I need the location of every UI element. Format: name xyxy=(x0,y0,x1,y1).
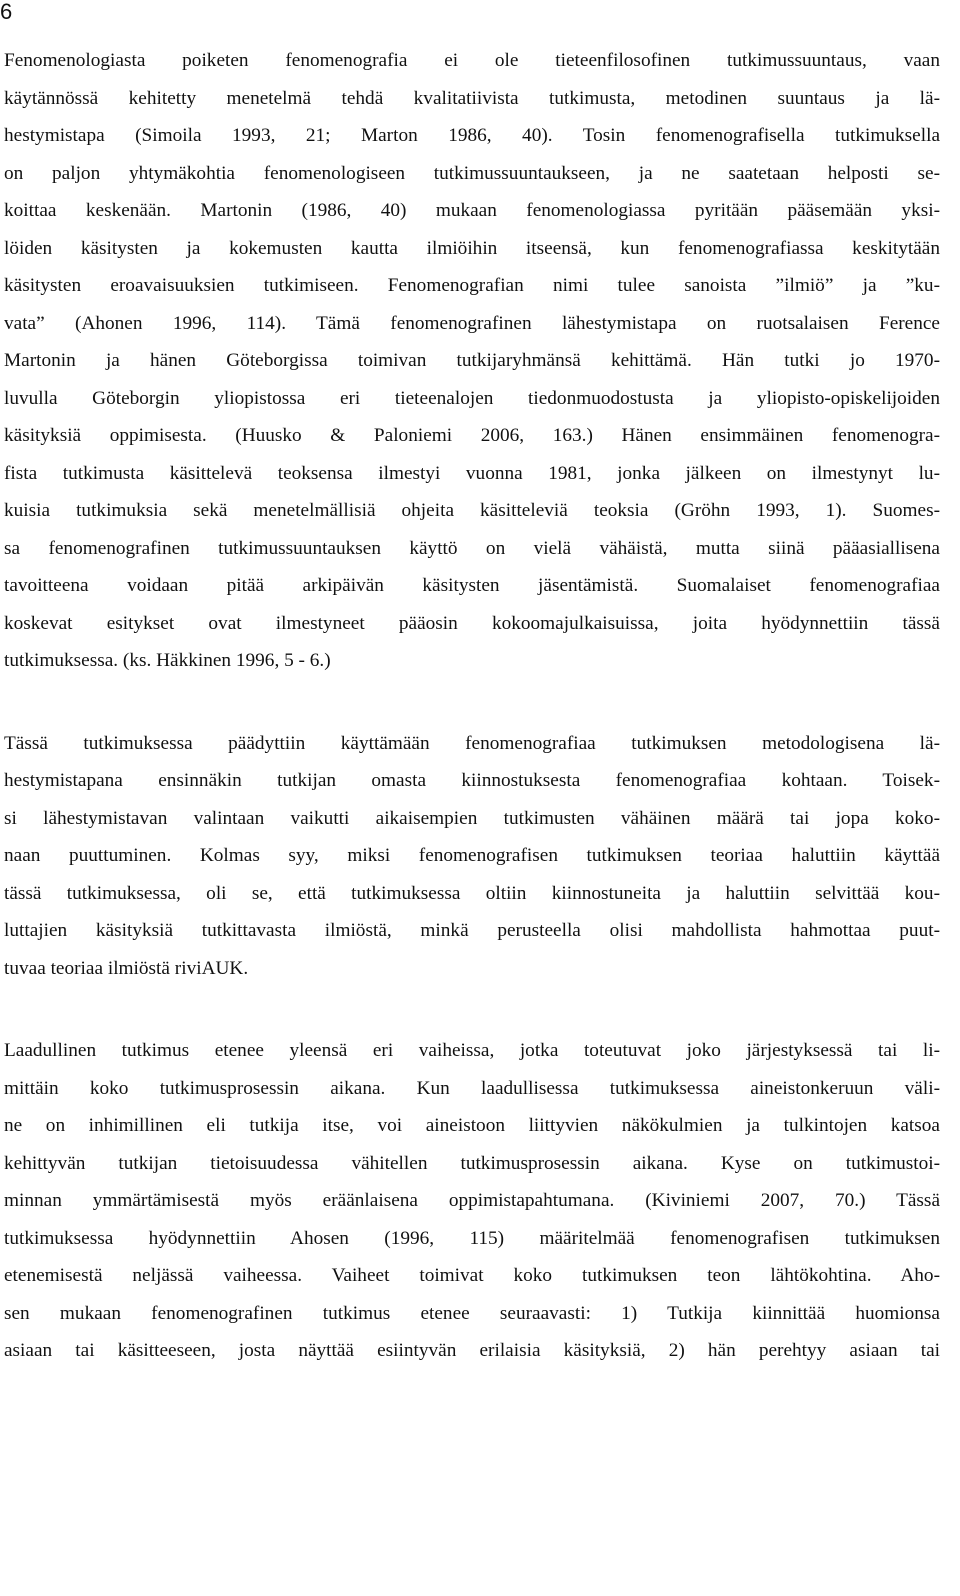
text-line: ne on inhimillinen eli tutkija itse, voi aineistoon liittyvien näkökulmien ja tulkintojen katsoa xyxy=(4,1115,940,1136)
page-number: 6 xyxy=(0,0,13,24)
text-line: tutkimuksessa. (ks. Häkkinen 1996, 5 - 6.) xyxy=(4,650,331,671)
text-line: mittäin koko tutkimusprosessin aikana. Kun laadullisessa tutkimuksessa aineistonkeruun väli- xyxy=(4,1077,940,1099)
text-line: tässä tutkimuksessa, oli se, että tutkimuksessa oltiin kiinnostuneita ja haluttiin selvittää kou- xyxy=(4,882,940,904)
text-line: kuisia tutkimuksia sekä menetelmällisiä ohjeita käsitteleviä teoksia (Gröhn 1993, 1). Suomes- xyxy=(4,500,940,521)
text-line: Laadullinen tutkimus etenee yleensä eri vaiheissa, jotka toteutuvat joko järjestyksessä tai li- xyxy=(4,1040,940,1061)
paragraph-2 xyxy=(4,725,940,988)
text-line: Tässä tutkimuksessa päädyttiin käyttämään fenomenografiaa tutkimuksen metodologisena lä- xyxy=(4,732,940,754)
text-line: on paljon yhtymäkohtia fenomenologiseen tutkimussuuntaukseen, ja ne saatetaan helposti se- xyxy=(4,162,940,184)
paragraph-1 xyxy=(4,42,940,680)
paragraph-spacer xyxy=(4,987,940,1032)
text-line: tuvaa teoriaa ilmiöstä riviAUK. xyxy=(4,957,249,979)
text-line: minnan ymmärtämisestä myös eräänlaisena oppimistapahtumana. (Kiviniemi 2007, 70.) Tässä xyxy=(4,1190,940,1211)
text-line: kehittyvän tutkijan tietoisuudessa vähitellen tutkimusprosessin aikana. Kyse on tutkimustoi- xyxy=(4,1152,940,1174)
text-line: sen mukaan fenomenografinen tutkimus etenee seuraavasti: 1) Tutkija kiinnittää huomionsa xyxy=(4,1302,940,1324)
document-body xyxy=(4,42,940,1370)
text-line: koittaa keskenään. Martonin (1986, 40) mukaan fenomenologiassa pyritään pääsemään yksi- xyxy=(4,200,940,221)
text-line: luvulla Göteborgin yliopistossa eri tieteenalojen tiedonmuodostusta ja yliopisto-opiskelijoiden xyxy=(4,387,940,409)
text-line: käytännössä kehitetty menetelmä tehdä kvalitatiivista tutkimusta, metodinen suuntaus ja lä- xyxy=(4,87,940,109)
text-line: käsityksiä oppimisesta. (Huusko & Paloniemi 2006, 163.) Hänen ensimmäinen fenomenogra- xyxy=(4,425,940,446)
text-line: naan puuttuminen. Kolmas syy, miksi fenomenografisen tutkimuksen teoriaa haluttiin käyttää xyxy=(4,845,940,866)
text-line: sa fenomenografinen tutkimussuuntauksen käyttö on vielä vähäistä, mutta siinä pääasiallisena xyxy=(4,537,940,559)
text-line: asiaan tai käsitteeseen, josta näyttää esiintyvän erilaisia käsityksiä, 2) hän perehtyy asiaan tai xyxy=(4,1340,940,1361)
text-line: käsitysten eroavaisuuksien tutkimiseen. Fenomenografian nimi tulee sanoista ”ilmiö” ja ”ku- xyxy=(4,275,940,296)
text-line: fista tutkimusta käsittelevä teoksensa ilmestyi vuonna 1981, jonka jälkeen on ilmestynyt lu- xyxy=(4,462,940,484)
text-line: vata” (Ahonen 1996, 114). Tämä fenomenografinen lähestymistapa on ruotsalaisen Ference xyxy=(4,312,940,334)
text-line: hestymistapa (Simoila 1993, 21; Marton 1986, 40). Tosin fenomenografisella tutkimuksella xyxy=(4,125,940,146)
text-line: koskevat esitykset ovat ilmestyneet pääosin kokoomajulkaisuissa, joita hyödynnettiin tässä xyxy=(4,612,940,634)
text-line: Martonin ja hänen Göteborgissa toimivan tutkijaryhmänsä kehittämä. Hän tutki jo 1970- xyxy=(4,350,940,371)
text-line: tutkimuksessa hyödynnettiin Ahosen (1996, 115) määritelmää fenomenografisen tutkimuksen xyxy=(4,1227,940,1249)
paragraph-spacer xyxy=(4,680,940,725)
text-line: hestymistapana ensinnäkin tutkijan omasta kiinnostuksesta fenomenografiaa kohtaan. Toisek- xyxy=(4,770,940,791)
text-line: etenemisestä neljässä vaiheessa. Vaiheet toimivat koko tutkimuksen teon lähtökohtina. Aho- xyxy=(4,1265,940,1286)
text-line: si lähestymistavan valintaan vaikutti aikaisempien tutkimusten vähäinen määrä tai jopa koko- xyxy=(4,807,940,829)
text-line: tavoitteena voidaan pitää arkipäivän käsitysten jäsentämistä. Suomalaiset fenomenografiaa xyxy=(4,575,940,596)
text-line: luttajien käsityksiä tutkittavasta ilmiöstä, minkä perusteella olisi mahdollista hahmottaa puut- xyxy=(4,920,940,941)
text-line: Fenomenologiasta poiketen fenomenografia ei ole tieteenfilosofinen tutkimussuuntaus, vaan xyxy=(4,50,940,71)
text-line: löiden käsitysten ja kokemusten kautta ilmiöihin itseensä, kun fenomenografiassa keskitytään xyxy=(4,237,940,259)
paragraph-3 xyxy=(4,1032,940,1370)
